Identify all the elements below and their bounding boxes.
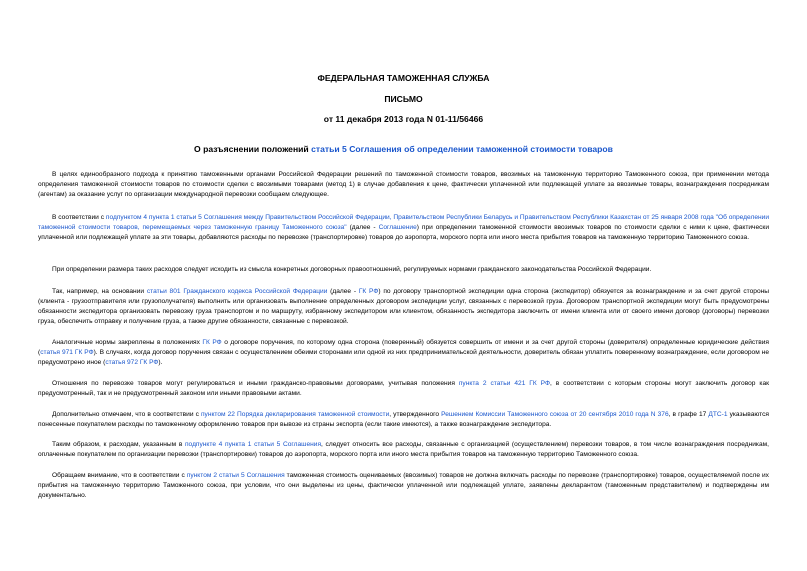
- document-type: ПИСЬМО: [384, 94, 423, 104]
- civil-code-article-link[interactable]: статьи 801 Гражданского кодекса Российской Федерации: [146, 288, 328, 295]
- civil-code-link[interactable]: ГК РФ: [202, 339, 222, 346]
- paragraph-text: Дополнительно отмечаем, что в соответствии с: [52, 411, 201, 418]
- paragraph-text: , в соответствии с которым стороны могут заключить договор как предусмотренный, так и не предусмотренный законом или иными правовыми актами.: [38, 380, 769, 397]
- paragraph-text: Таким образом, к расходам, указанным в: [52, 441, 185, 448]
- paragraph-text: таможенная стоимость оцениваемых (ввозимых) товаров не должна включать расходы по перевозке (транспортировке) товаров, осуществляемой после их прибытия на таможенную территорию Таможенного союза, при условии, что они выделены из цены, фактически уплаченной или подлежащей уплате, заявлены декларантом (таможенным представителем) и подтверждены им документально.: [38, 472, 769, 499]
- paragraph-text: ) по договору транспортной экспедиции одна сторона (экспедитор) обязуется за вознаграждение и за счет другой стороны (клиента - грузоотправителя или грузополучателя) выполнить или организовать выполнение определенных договором экспедиции услуг, связанных с перевозкой груза. Договором транспортной экспедиции могут быть предусмотрены обязанности экспедитора организовать перевозку груза транспортом и по маршруту, избранному экспедитором или клиентом, обязанность экспедитора заключить от имени клиента или от своего имени договор (договоры) перевозки груза, обеспечить отправку и получение груза, а также другие обязанности, связанные с перевозкой.: [38, 288, 769, 325]
- agreement-subclause-link[interactable]: подпункте 4 пункта 1 статьи 5 Соглашения: [184, 441, 322, 448]
- article-971-link[interactable]: статья 971 ГК РФ: [40, 349, 94, 356]
- paragraph-5: [38, 338, 769, 368]
- paragraph-text: , утвержденного: [389, 411, 442, 418]
- subject-link[interactable]: статьи 5 Соглашения об определении таможенной стоимости товаров: [311, 144, 613, 154]
- civil-code-link[interactable]: ГК РФ: [358, 288, 379, 295]
- paragraph-text: (далее -: [327, 288, 359, 295]
- paragraph-text: ). В случаях, когда договор поручения связан с осуществлением обеими сторонами или одной из них предпринимательской деятельности, доверитель обязан уплатить поверенному вознаграждение, если договором не предусмотрено иное (: [38, 349, 769, 366]
- paragraph-text: , в графе 17: [668, 411, 709, 418]
- paragraph-text: Аналогичные нормы закреплены в положениях: [52, 339, 203, 346]
- agency-title: ФЕДЕРАЛЬНАЯ ТАМОЖЕННАЯ СЛУЖБА: [317, 73, 490, 83]
- agreement-link[interactable]: Соглашение: [378, 224, 417, 231]
- subject-prefix: О разъяснении положений: [194, 144, 312, 154]
- paragraph-2: [38, 213, 769, 243]
- paragraph-text: Отношения по перевозке товаров могут регулироваться и иными гражданско-правовыми договорами, учитывая положения: [52, 380, 459, 387]
- declaration-procedure-link[interactable]: пунктом 22 Порядка декларирования таможенной стоимости: [200, 411, 390, 418]
- paragraph-text: ) при определении таможенной стоимости ввозимых товаров по стоимости сделки с ними к цене, фактически уплаченной или подлежащей уплате за эти товары, добавляются расходы по перевозке (транспортировке) товаров до аэропорта, морского порта или иного места прибытия товаров на таможенную территорию Таможенного союза.: [38, 224, 769, 241]
- paragraph-text: ).: [158, 359, 163, 366]
- agreement-article-link[interactable]: подпунктом 4 пункта 1 статьи 5 Соглашения между Правительством Российской Федерации, Правительством Республики Беларусь и Правительством Республики Казахстан от 25 января 2008 года "Об определении таможенной стоимости товаров, перемещаемых через таможенную границу Таможенного союза": [38, 214, 770, 231]
- document-subject: [0, 144, 807, 154]
- agreement-clause-2-link[interactable]: пунктом 2 статьи 5 Соглашения: [186, 472, 285, 479]
- article-972-link[interactable]: статья 972 ГК РФ: [105, 359, 159, 366]
- commission-decision-link[interactable]: Решением Комиссии Таможенного союза от 20 сентября 2010 года N 376: [441, 411, 669, 418]
- article-421-link[interactable]: пункта 2 статьи 421 ГК РФ: [458, 380, 550, 387]
- paragraph-7: [38, 410, 769, 430]
- paragraph-3: [38, 265, 769, 275]
- document-date-number: от 11 декабря 2013 года N 01-11/56466: [323, 114, 484, 124]
- paragraph-text: Так, например, на основании: [52, 288, 147, 295]
- dts1-link[interactable]: ДТС-1: [708, 411, 728, 418]
- paragraph-text: (далее -: [346, 224, 379, 231]
- paragraph-9: [38, 471, 769, 501]
- paragraph-text: В целях единообразного подхода к принятию таможенными органами Российской Федерации решений по таможенной стоимости товаров, ввозимых на таможенную территорию Таможенного союза, при применении метода определения таможенной стоимости товаров по стоимости сделки с ввозимыми товарами (метод 1) в случае добавления к цене, фактически уплаченной или подлежащей уплате за ввозимые товары, вознаграждения посредникам (агентам) за оказание услуг по организации международной перевозки сообщаем следующее.: [38, 171, 769, 198]
- paragraph-8: [38, 440, 769, 460]
- paragraph-4: [38, 287, 769, 327]
- paragraph-text: Обращаем внимание, что в соответствии с: [52, 472, 187, 479]
- paragraph-text: о договоре поручения, по которому одна сторона (поверенный) обязуется совершить от имени и за счет другой стороны (доверителя) определенные юридические действия (: [38, 339, 770, 356]
- paragraph-text: указываются понесенные покупателем расходы по таможенному оформлению товаров при вывозе из страны экспорта (если такие имеются), а также вознаграждение экспедитора.: [38, 411, 769, 428]
- paragraph-1: [38, 170, 769, 200]
- paragraph-6: [38, 379, 769, 399]
- paragraph-text: , следует относить все расходы, связанные с организацией (осуществлением) перевозки товаров, в том числе вознаграждения посредникам, оплаченные покупателем по организации перевозки (транспортировки) товаров до аэропорта, морского порта или иного места прибытия товаров на таможенную территорию Таможенного союза.: [38, 441, 769, 458]
- paragraph-text: При определении размера таких расходов следует исходить из смысла конкретных договорных правоотношений, регулируемых нормами гражданского законодательства Российской Федерации.: [52, 266, 652, 273]
- paragraph-text: В соответствии с: [52, 214, 106, 221]
